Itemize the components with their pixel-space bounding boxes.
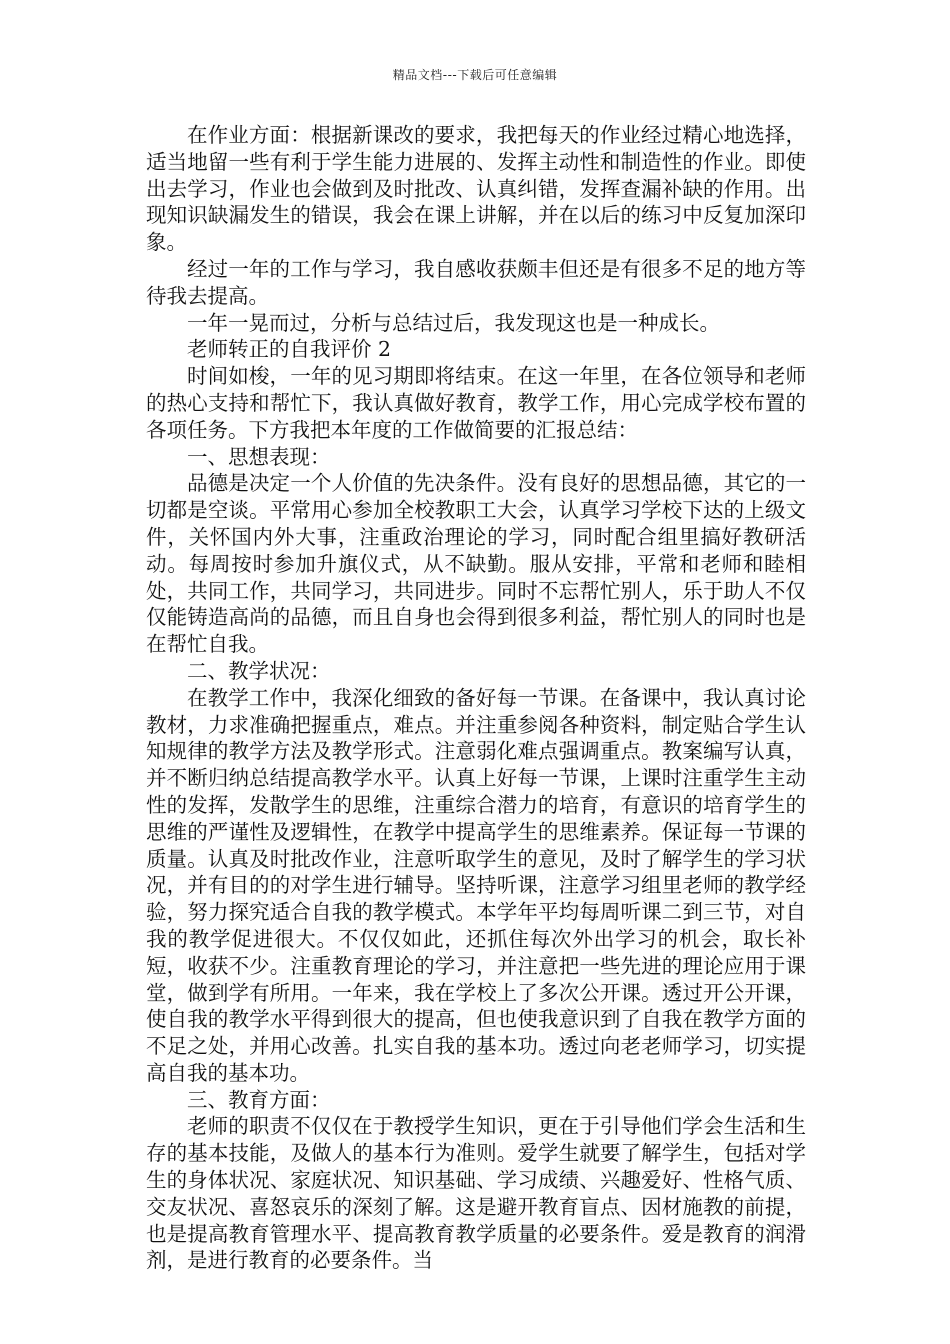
paragraph-education: 老师的职责不仅仅在于教授学生知识，更在于引导他们学会生活和生存的基本技能，及做人的基本行为准则。爱学生就要了解学生，包括对学生的身体状况、家庭状况、知识基础、学习成绩、兴趣爱好、性格气质、交友状况、喜怒哀乐的深刻了解。这是避开教育盲点、因材施教的前提，也是提高教育管理水平、提高教育教学质量的必要条件。爱是教育的润滑剂，是进行教育的必要条件。当	[146, 1114, 806, 1273]
paragraph-homework: 在作业方面：根据新课改的要求，我把每天的作业经过精心地选择，适当地留一些有利于学生能力进展的、发挥主动性和制造性的作业。即使出去学习，作业也会做到及时批改、认真纠错，发挥查漏补缺的作用。出现知识缺漏发生的错误，我会在课上讲解，并在以后的练习中反复加深印象。	[146, 123, 806, 255]
paragraph-ideology: 品德是决定一个人价值的先决条件。没有良好的思想品德，其它的一切都是空谈。平常用心参加全校教职工大会，认真学习学校下达的上级文件，关怀国内外大事，注重政治理论的学习，同时配合组里搞好教研活动。每周按时参加升旗仪式，从不缺勤。服从安排，平常和老师和睦相处，共同工作，共同学习，共同进步。同时不忘帮忙别人，乐于助人不仅仅能铸造高尚的品德，而且自身也会得到很多利益，帮忙别人的同时也是在帮忙自我。	[146, 471, 806, 657]
section-title: 老师转正的自我评价 2	[187, 337, 392, 362]
heading-teaching: 二、教学状况：	[187, 658, 331, 683]
document-body	[146, 122, 806, 1274]
paragraph-intro: 时间如梭，一年的见习期即将结束。在这一年里，在各位领导和老师的热心支持和帮忙下，我认真做好教育，教学工作，用心完成学校布置的各项任务。下方我把本年度的工作做简要的汇报总结：	[146, 364, 806, 442]
heading-education: 三、教育方面：	[187, 1087, 331, 1112]
heading-ideology: 一、思想表现：	[187, 444, 331, 469]
paragraph-reflection: 经过一年的工作与学习，我自感收获颇丰但还是有很多不足的地方等待我去提高。	[146, 256, 806, 308]
paragraph-teaching: 在教学工作中，我深化细致的备好每一节课。在备课中，我认真讨论教材，力求准确把握重点，难点。并注重参阅各种资料，制定贴合学生认知规律的教学方法及教学形式。注意弱化难点强调重点。教案编写认真，并不断归纳总结提高教学水平。认真上好每一节课，上课时注重学生主动性的发挥，发散学生的思维，注重综合潜力的培育，有意识的培育学生的思维的严谨性及逻辑性，在教学中提高学生的思维素养。保证每一节课的质量。认真及时批改作业，注意听取学生的意见，及时了解学生的学习状况，并有目的的对学生进行辅导。坚持听课，注意学习组里老师的教学经验，努力探究适合自我的教学模式。本学年平均每周听课二到三节，对自我的教学促进很大。不仅仅如此，还抓住每次外出学习的机会，取长补短，收获不少。注重教育理论的学习，并注意把一些先进的理论应用于课堂，做到学有所用。一年来，我在学校上了多次公开课。透过开公开课，使自我的教学水平得到很大的提高，但也使我意识到了自我在教学方面的不足之处，并用心改善。扎实自我的基本功。透过向老老师学习，切实提高自我的基本功。	[146, 685, 806, 1085]
page-header: 精品文档---下载后可任意编辑	[392, 68, 558, 82]
paragraph-growth: 一年一晃而过，分析与总结过后，我发现这也是一种成长。	[187, 310, 720, 335]
